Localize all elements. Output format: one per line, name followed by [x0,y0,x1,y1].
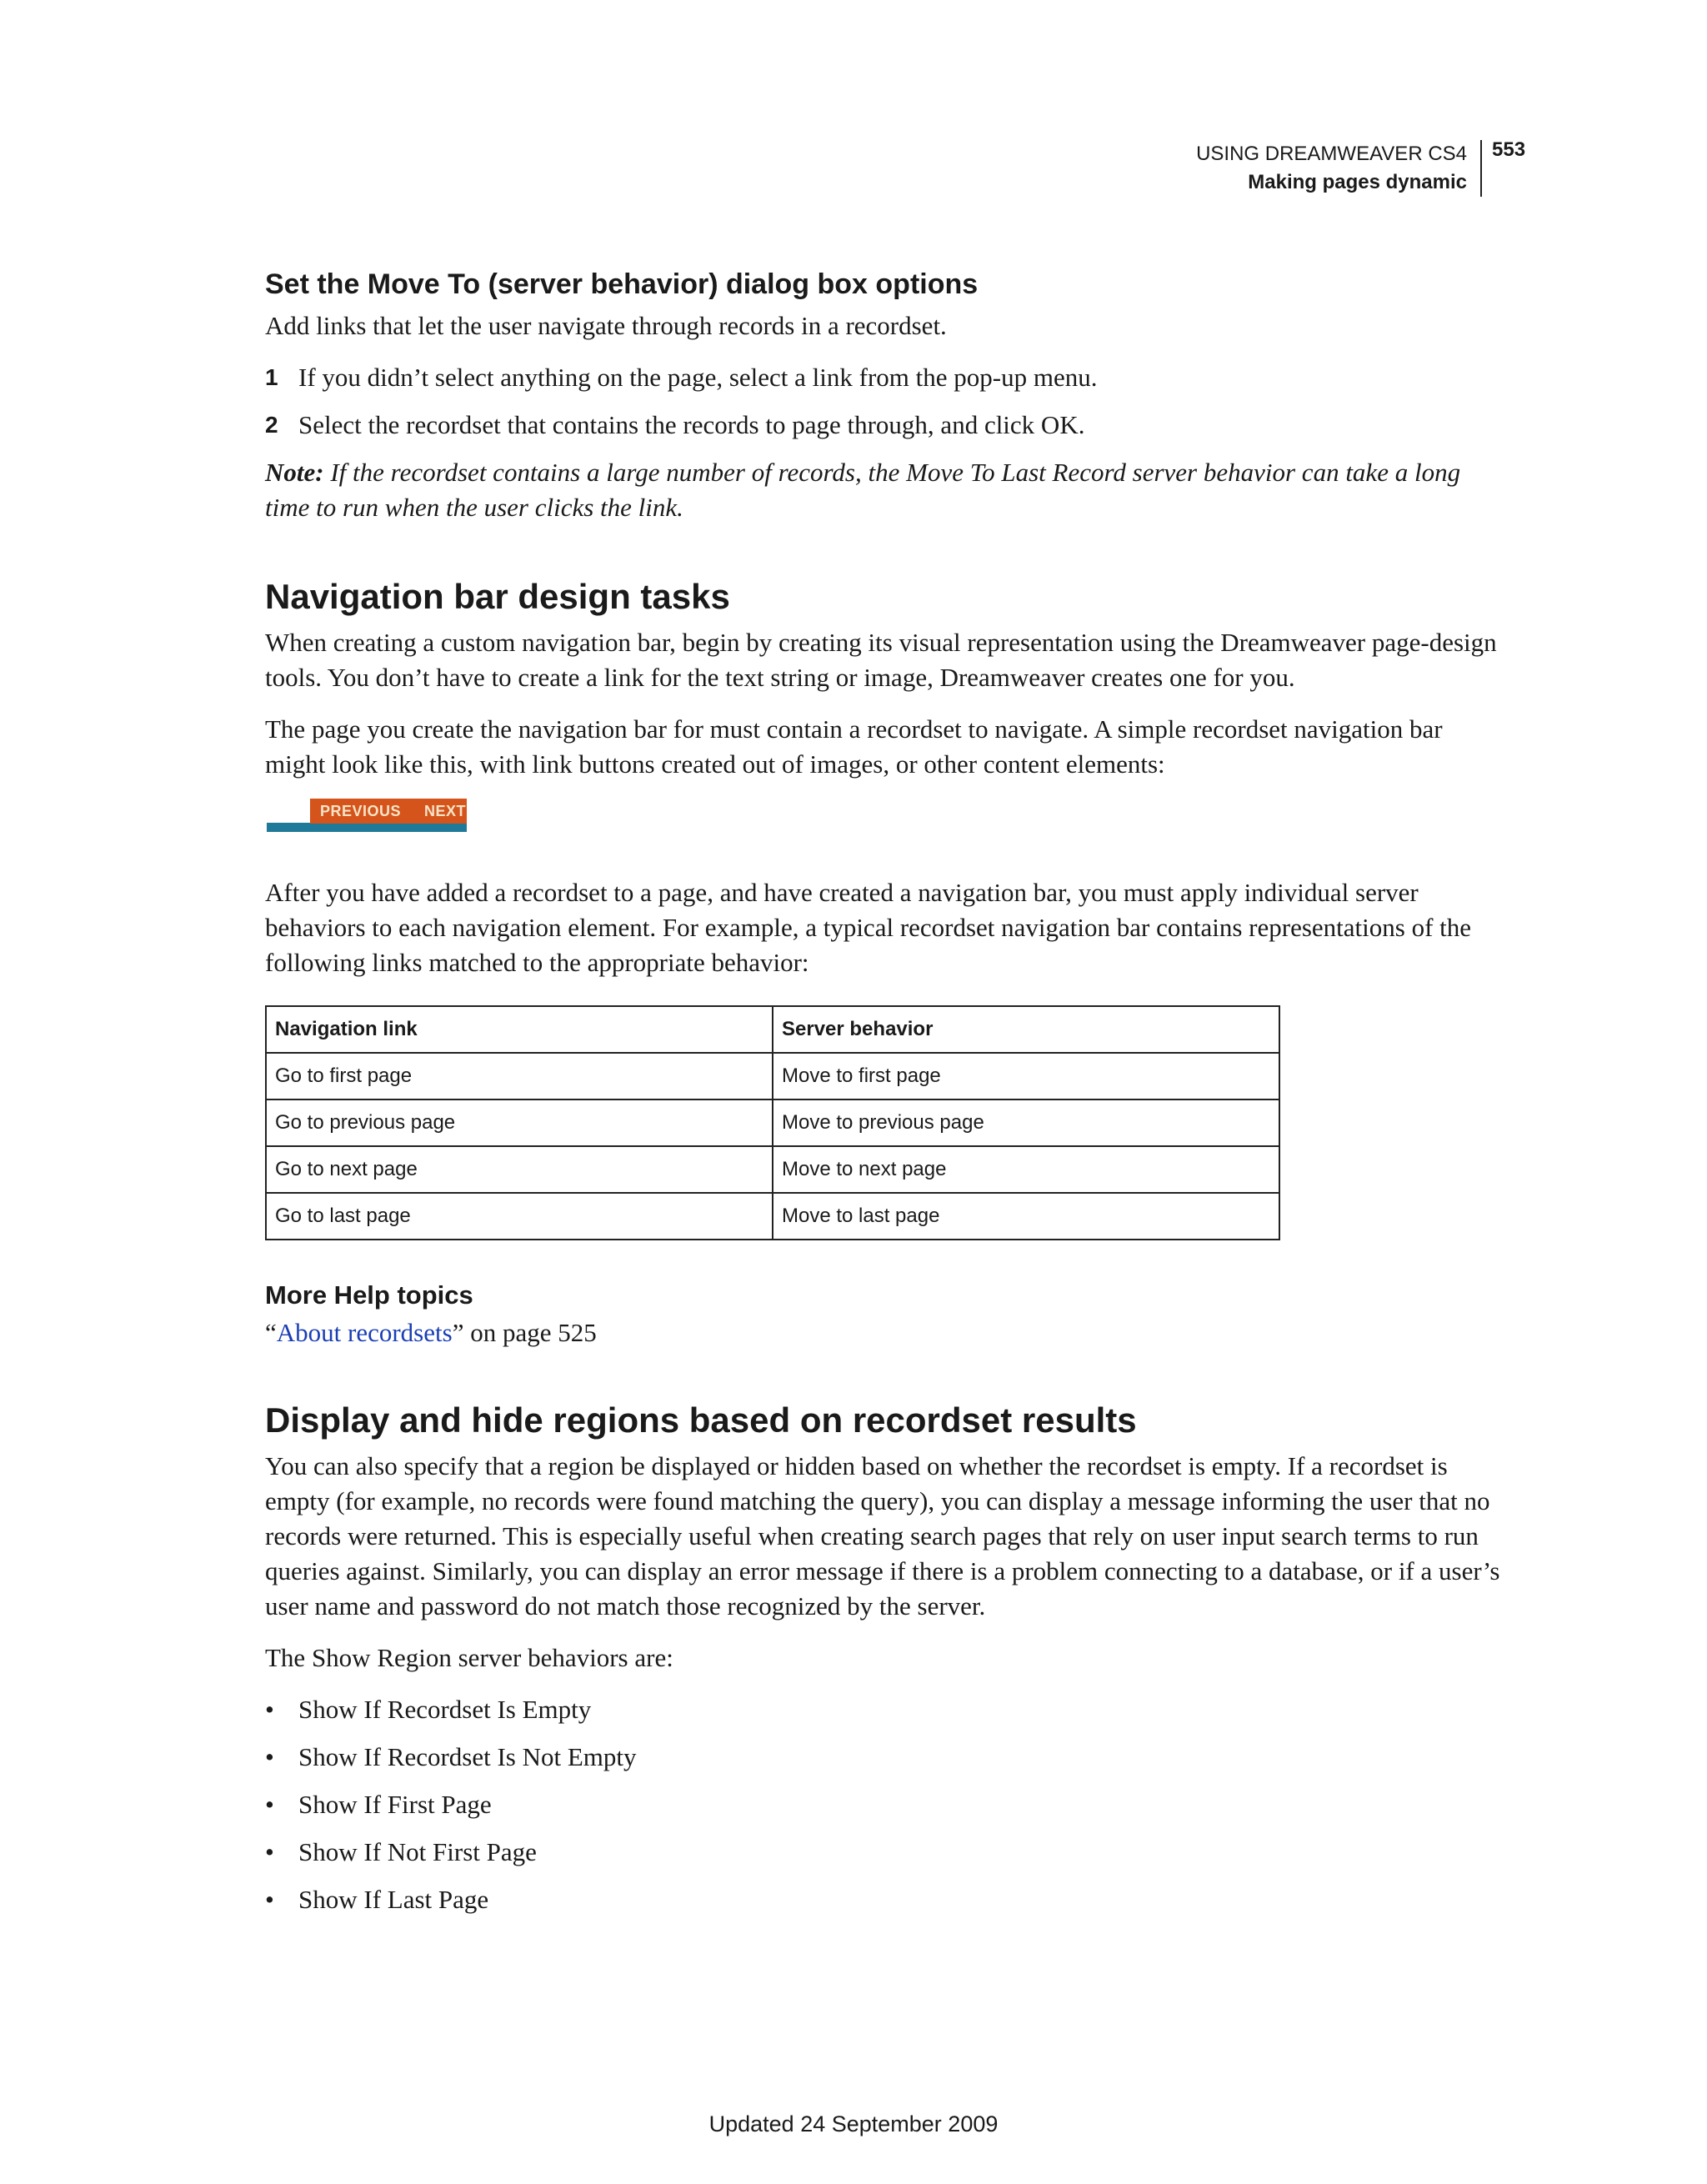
paragraph: You can also specify that a region be displayed or hidden based on whether the recordset is empty. If a recordset is empty (for example, no records were found matching the query), you can display a message informing the user that no records were returned. This is especially useful when creating search pages that rely on user input search terms to run queries against. Similarly, you can display an error message if there is a problem connecting to a database, or if a user’s user name and password do not match those recognized by the server. [265,1451,1500,1620]
list-item [265,1882,1507,1917]
bullet: • [265,1837,274,1866]
intro-paragraph: Add links that let the user navigate through records in a recordset. [265,311,947,340]
list-item-text: Show If Last Page [298,1885,489,1914]
list-item [265,1740,1507,1775]
table-cell: Go to previous page [266,1100,773,1146]
list-item-text: Show If First Page [298,1790,492,1819]
list-item-text: Show If Recordset Is Empty [298,1695,592,1724]
page-number: 553 [1492,138,1526,161]
table-cell: Move to next page [773,1146,1279,1193]
table-header-cell: Server behavior [773,1006,1279,1053]
table-row [266,1100,1279,1146]
step-item [265,360,1507,395]
step-text: If you didn’t select anything on the page, select a link from the pop-up menu. [298,363,1098,392]
table-header-cell: Navigation link [266,1006,773,1053]
paragraph: After you have added a recordset to a page, and have created a navigation bar, you must apply individual server behaviors to each navigation element. For example, a typical recordset navigation bar contains representations of the following links matched to the appropriate behavior: [265,878,1472,977]
list-item-text: Show If Not First Page [298,1837,537,1866]
table-header-row [266,1006,1279,1053]
table-cell: Go to next page [266,1146,773,1193]
navbar-strip [267,823,467,832]
paragraph: The page you create the navigation bar for must contain a recordset to navigate. A simple recordset navigation bar might look like this, with link buttons created out of images, or other content elements: [265,714,1443,779]
section-heading-display-hide: Display and hide regions based on recordset results [265,1400,1137,1440]
running-header [1196,140,1482,197]
paragraph: When creating a custom navigation bar, begin by creating its visual representation using the Dreamweaver page-design tools. You don’t have to create a link for the text string or image, Dreamweaver creates one for you. [265,628,1497,692]
step-item [265,408,1507,443]
step-text: Select the recordset that contains the records to page through, and click OK. [298,410,1085,439]
sample-navigation-bar [267,799,467,832]
table-cell: Go to last page [266,1193,773,1240]
show-region-list [265,1692,1507,1917]
header-title: USING DREAMWEAVER CS4 [1196,143,1467,165]
about-recordsets-link[interactable]: About recordsets [276,1318,453,1347]
paragraph: The Show Region server behaviors are: [265,1643,673,1672]
table-cell: Go to first page [266,1053,773,1100]
bullet: • [265,1742,274,1771]
bullet: • [265,1790,274,1819]
table-cell: Move to first page [773,1053,1279,1100]
more-help-heading: More Help topics [265,1280,473,1310]
note-paragraph [265,455,1507,525]
table-row [266,1146,1279,1193]
section-heading-navigation-bar: Navigation bar design tasks [265,577,730,616]
help-reference [265,1315,1507,1350]
list-item [265,1787,1507,1822]
next-button[interactable]: NEXT [424,802,467,819]
step-number: 1 [265,364,278,390]
table-cell: Move to previous page [773,1100,1279,1146]
list-item [265,1835,1507,1870]
page-content [265,265,1507,1930]
previous-button[interactable]: PREVIOUS [320,802,402,819]
bullet: • [265,1885,274,1914]
table-cell: Move to last page [773,1193,1279,1240]
behavior-table [265,1005,1280,1240]
help-link-suffix: ” on page 525 [452,1318,597,1347]
list-item-text: Show If Recordset Is Not Empty [298,1742,637,1771]
section-heading-move-to: Set the Move To (server behavior) dialog box options [265,268,979,300]
table-row [266,1053,1279,1100]
step-number: 2 [265,412,278,438]
list-item [265,1692,1507,1727]
note-text: If the recordset contains a large number of records, the Move To Last Record server behavior can take a long time to run when the user clicks the link. [265,458,1461,522]
page-footer: Updated 24 September 2009 [708,2111,999,2136]
navbar-buttons [310,799,467,824]
header-subtitle: Making pages dynamic [1248,171,1467,193]
bullet: • [265,1695,274,1724]
table-row [266,1193,1279,1240]
help-quote-open: “ [265,1318,277,1347]
note-label: Note: [265,458,324,487]
